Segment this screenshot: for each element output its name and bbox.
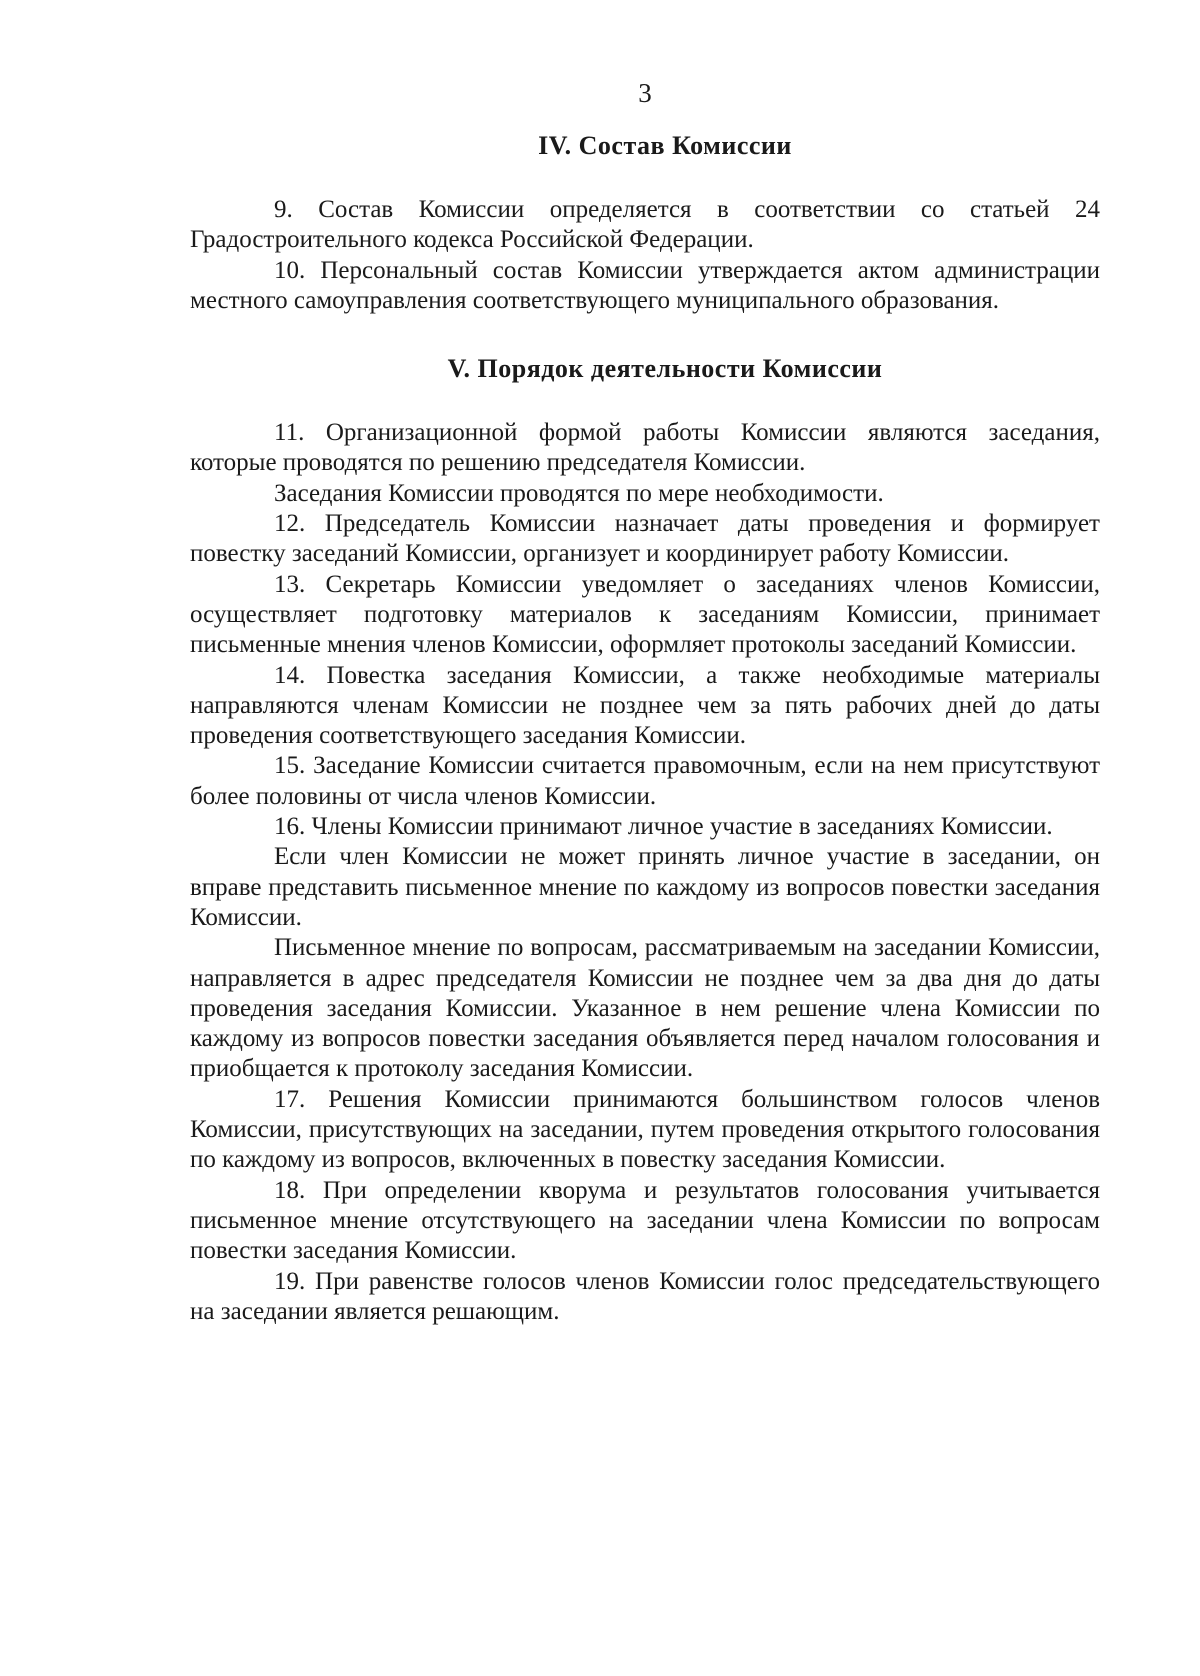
paragraph-13: 13. Секретарь Комиссии уведомляет о заседаниях членов Комиссии, осуществляет подготовку материалов к заседаниям Комиссии, принимает письменные мнения членов Комиссии, оформляет протоколы заседаний Комиссии.: [190, 570, 1100, 659]
paragraph-19: 19. При равенстве голосов членов Комиссии голос председательствующего на заседании является решающим.: [190, 1267, 1100, 1325]
paragraph-10: 10. Персональный состав Комиссии утверждается актом администрации местного самоуправления соответствующего муниципального образования.: [190, 256, 1100, 314]
paragraph-16-written-opinion: Письменное мнение по вопросам, рассматриваемым на заседании Комиссии, направляется в адрес председателя Комиссии не позднее чем за два дня до даты проведения заседания Комиссии. Указанное в нем решение члена Комиссии по каждому из вопросов повестки заседания объявляется перед началом голосования и приобщается к протоколу заседания Комиссии.: [190, 934, 1100, 1083]
paragraph-15: 15. Заседание Комиссии считается правомочным, если на нем присутствуют более половины от числа членов Комиссии.: [190, 752, 1100, 810]
paragraph-12: 12. Председатель Комиссии назначает даты проведения и формирует повестку заседаний Комиссии, организует и координирует работу Комиссии.: [190, 510, 1100, 568]
paragraph-16: 16. Члены Комиссии принимают личное участие в заседаниях Комиссии.: [274, 813, 1053, 841]
paragraph-11: 11. Организационной формой работы Комиссии являются заседания, которые проводятся по решению председателя Комиссии.: [190, 419, 1100, 477]
paragraph-17: 17. Решения Комиссии принимаются большинством голосов членов Комиссии, присутствующих на заседании, путем проведения открытого голосования по каждому из вопросов, включенных в повестку заседания Комиссии.: [190, 1085, 1100, 1174]
paragraph-14: 14. Повестка заседания Комиссии, а также необходимые материалы направляются членам Комиссии не позднее чем за пять рабочих дней до даты проведения соответствующего заседания Комиссии.: [190, 661, 1100, 750]
paragraph-9: 9. Состав Комиссии определяется в соответствии со статьей 24 Градостроительного кодекса Российской Федерации.: [190, 196, 1100, 254]
paragraph-16-absence: Если член Комиссии не может принять личное участие в заседании, он вправе представить письменное мнение по каждому из вопросов повестки заседания Комиссии.: [190, 843, 1100, 931]
paragraph-11-continued: Заседания Комиссии проводятся по мере необходимости.: [274, 479, 884, 507]
page-number: 3: [638, 78, 652, 108]
section-heading-v: V. Порядок деятельности Комиссии: [447, 354, 883, 384]
paragraph-18: 18. При определении кворума и результатов голосования учитывается письменное мнение отсутствующего на заседании члена Комиссии по вопросам повестки заседания Комиссии.: [190, 1176, 1100, 1265]
section-heading-iv: IV. Состав Комиссии: [538, 131, 792, 160]
document-body: [190, 130, 1100, 1327]
